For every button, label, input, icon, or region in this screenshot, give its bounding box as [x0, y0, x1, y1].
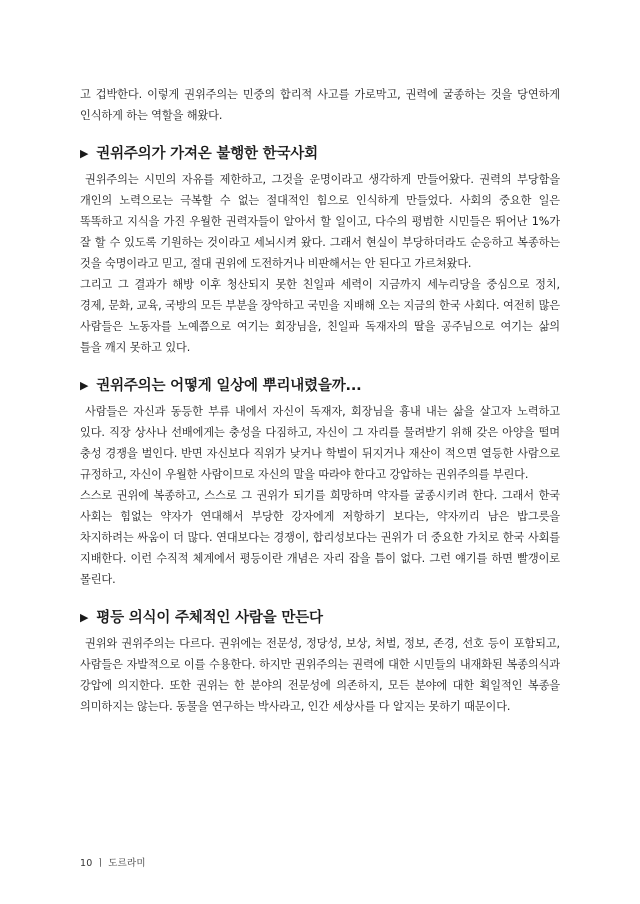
intro-paragraph: 고 겁박한다. 이렇게 권위주의는 민중의 합리적 사고를 가로막고, 권력에 굴종하는 것을 당연하게 인식하게 하는 역할을 해왔다. — [80, 88, 560, 122]
section-equality — [80, 607, 560, 717]
section-paragraph: 스스로 권위에 복종하고, 스스로 그 권위가 되기를 희망하며 약자를 굴종시키려 한다. 그래서 한국 사회는 힘없는 약자가 연대해서 부당한 강자에게 저항하기 보다는, 약자끼리 남은 밥그릇을 차지하려는 싸움이 더 많다. 연대보다는 경쟁이, 합리성보다는 권위가 더 중요한 가치로 한국 사회를 지배한다. 이런 수직적 체계에서 평등이란 개념은 자리 잡을 틈이 없다. 그런 얘기를 하면 빨갱이로 몰린다. — [80, 489, 560, 586]
triangle-marker-icon: ▶ — [80, 379, 89, 392]
section-paragraph: 권위주의는 시민의 자유를 제한하고, 그것을 운명이라고 생각하게 만들어왔다. 권력의 부당함을 개인의 노력으로는 극복할 수 없는 절대적인 힘으로 인식하게 만들었다. 사회의 중요한 일은 똑똑하고 지식을 가진 우월한 권력자들이 알아서 할 일이고, 다수의 평범한 시민들은 뛰어난 1%가 잘 할 수 있도록 기원하는 것이라고 세뇌시켜 왔다. 그래서 현실이 부당하더라도 순응하고 복종하는 것을 숙명이라고 믿고, 절대 권위에 도전하거나 비판해서는 안 된다고 가르쳐왔다. — [80, 173, 560, 270]
section-authoritarian-korea — [80, 143, 560, 358]
section-heading: ▶ 평등 의식이 주체적인 사람을 만든다 — [80, 607, 560, 629]
section-paragraph: 사람들은 자신과 동등한 부류 내에서 자신이 독재자, 회장님을 흉내 내는 삶을 살고자 노력하고 있다. 직장 상사나 선배에게는 충성을 다짐하고, 자신이 그 자리를 물려받기 위해 갖은 아양을 떨며 충성 경쟁을 벌인다. 반면 자신보다 직위가 낮거나 학벌이 뒤지거나 재산이 적으면 열등한 사람으로 규정하고, 자신이 우월한 사람이므로 자신의 말을 따라야 한다고 강압하는 권위주의를 부린다. — [80, 405, 560, 481]
triangle-marker-icon: ▶ — [80, 147, 89, 160]
section-heading: ▶ 권위주의가 가져온 불행한 한국사회 — [80, 143, 560, 165]
section-paragraph: 권위와 권위주의는 다르다. 권위에는 전문성, 정당성, 보상, 처벌, 정보, 존경, 선호 등이 포함되고, 사람들은 자발적으로 이를 수용한다. 하지만 권위주의는 권력에 대한 시민들의 내재화된 복종의식과 강압에 의지한다. 또한 권위는 한 분야의 전문성에 의존하지, 모든 분야에 대한 획일적인 복종을 의미하지는 않는다. 동물을 연구하는 박사라고, 인간 세상사를 다 알지는 못하기 때문이다. — [80, 637, 560, 713]
page-footer: 10 ㅣ 도르라미 — [80, 858, 146, 869]
section-heading: ▶ 권위주의는 어떻게 일상에 뿌리내렸을까... — [80, 375, 560, 397]
page-body — [80, 84, 560, 717]
triangle-marker-icon: ▶ — [80, 611, 89, 624]
section-paragraph: 그리고 그 결과가 해방 이후 청산되지 못한 친일파 세력이 지금까지 세누리당을 중심으로 정치, 경제, 문화, 교육, 국방의 모든 부분을 장악하고 국민을 지배해 오는 지금의 한국 사회다. 여전히 많은 사람들은 노동자를 노예쯤으로 여기는 회장님을, 친일파 독재자의 딸을 공주님으로 여기는 삶의 틀을 깨지 못하고 있다. — [80, 278, 560, 354]
section-everyday-roots — [80, 375, 560, 590]
